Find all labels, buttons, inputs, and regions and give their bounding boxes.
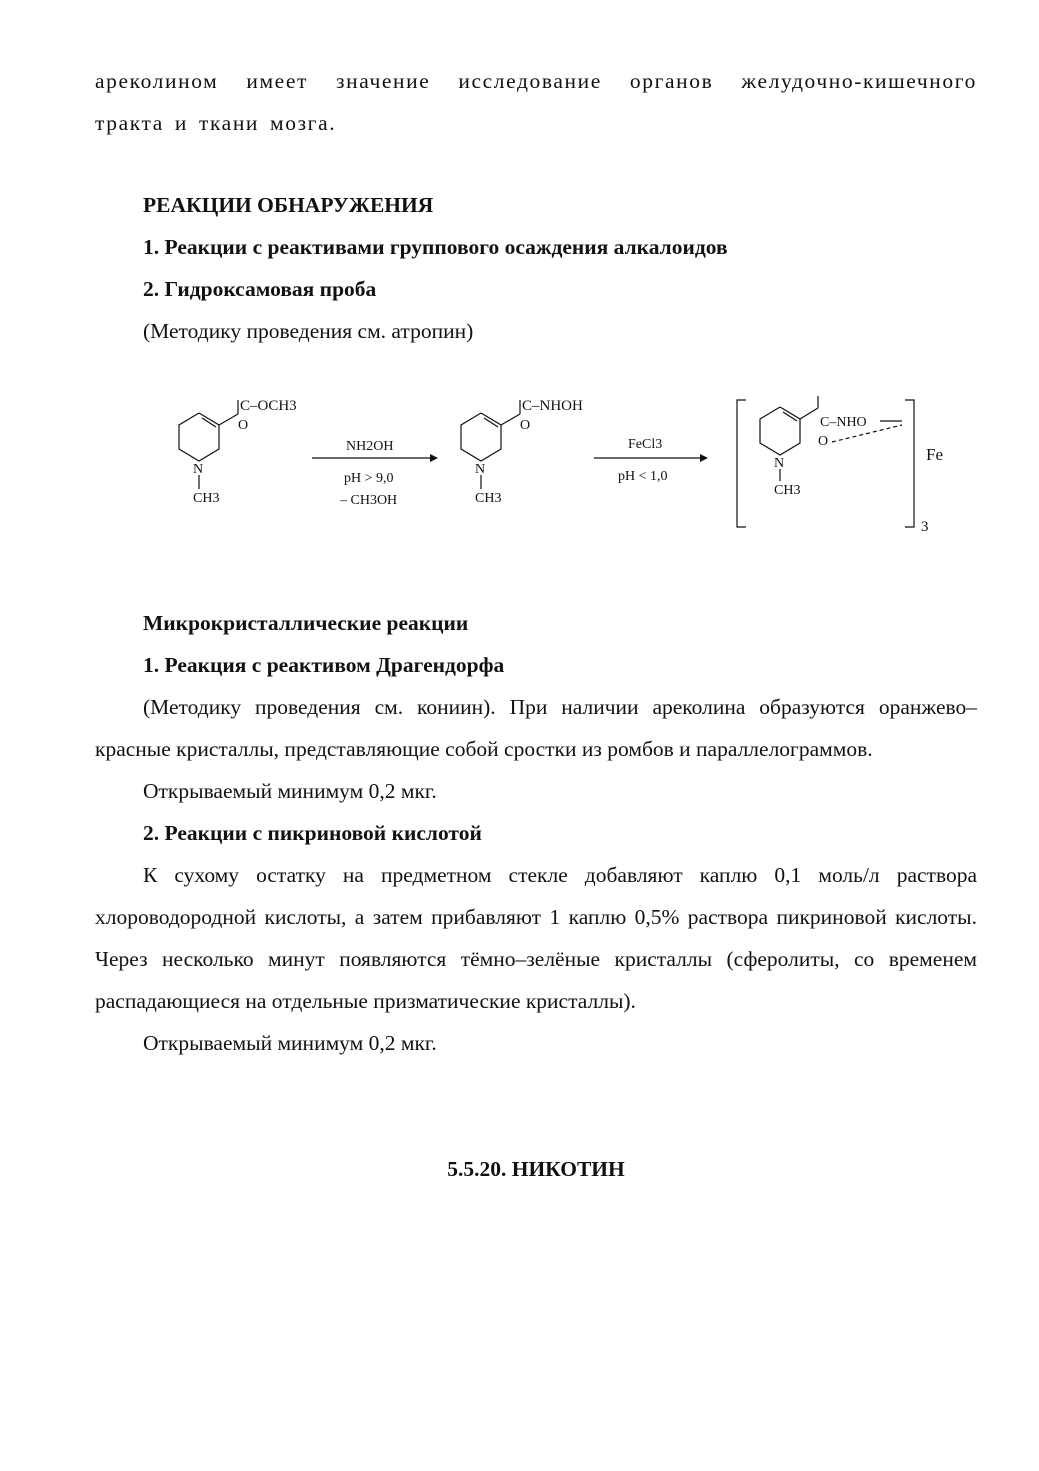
condition-ph-1: pH > 9,0 xyxy=(344,471,394,486)
section-title-detection: РЕАКЦИИ ОБНАРУЖЕНИЯ xyxy=(143,193,434,217)
stoichiometry-subscript: 3 xyxy=(921,519,929,535)
condition-ph-2: pH < 1,0 xyxy=(618,469,668,484)
iron-label: Fe xyxy=(926,445,943,464)
intro-line-1: ареколином имеет значение исследование органов желудочно-кишечного xyxy=(95,69,977,93)
condition-methanol: – CH3OH xyxy=(340,493,398,508)
ester-group-label: C–OCH3 xyxy=(240,398,297,414)
item-picric-acid: 2. Реакции с пикриновой кислотой xyxy=(143,821,482,845)
methyl-label-3: CH3 xyxy=(774,483,801,498)
reaction-scheme xyxy=(0,352,1039,602)
hydroxamic-oxygen-label: O xyxy=(520,418,531,433)
item-group-precipitation: 1. Реакции с реактивами группового осаждения алкалоидов xyxy=(143,235,728,259)
arrow-head-1 xyxy=(430,454,438,462)
spacer xyxy=(95,1064,977,1148)
section-title-microcrystal: Микрокристаллические реакции xyxy=(143,611,469,635)
intro-line-2: тракта и ткани мозга. xyxy=(95,111,337,135)
reaction-scheme-svg xyxy=(0,352,1039,602)
next-section-title: 5.5.20. НИКОТИН xyxy=(447,1157,625,1181)
spacer xyxy=(95,144,977,184)
bracket-right xyxy=(905,400,914,527)
hydroxamic-acid-structure xyxy=(461,400,520,461)
dragendorff-min: Открываемый минимум 0,2 мкг. xyxy=(143,779,437,803)
methyl-label-2: CH3 xyxy=(475,491,502,506)
complex-oxygen-label: O xyxy=(818,434,829,449)
bracket-left xyxy=(737,400,746,527)
method-note: (Методику проведения см. атропин) xyxy=(143,319,474,343)
reagent-nh2oh: NH2OH xyxy=(346,439,394,454)
hydroxamic-group-label: C–NHOH xyxy=(522,398,583,414)
nitrogen-label-2: N xyxy=(475,462,486,477)
nitrogen-label-1: N xyxy=(193,462,204,477)
dragendorff-paragraph: (Методику проведения см. кониин). При наличии ареколина образуются оранжево–красные кристаллы, представляющие собой сростки из ромбов и параллелограммов. xyxy=(95,695,977,761)
picric-paragraph: К сухому остатку на предметном стекле добавляют каплю 0,1 моль/л раствора хлороводородной кислоты, а затем прибавляют 1 каплю 0,5% раствора пикриновой кислоты. Через несколько минут появляются тёмно–зелёные кристаллы (сферолиты, со временем распадающиеся на отдельные призматические кристаллы). xyxy=(95,863,977,1013)
reagent-fecl3: FeCl3 xyxy=(628,437,663,452)
complex-group-label: C–NHO xyxy=(820,415,867,430)
item-dragendorff: 1. Реакция с реактивом Драгендорфа xyxy=(143,653,505,677)
arecoline-structure xyxy=(179,400,238,461)
arrow-head-2 xyxy=(700,454,708,462)
methyl-label-1: CH3 xyxy=(193,491,220,506)
ester-oxygen-label: O xyxy=(238,418,249,433)
document-page xyxy=(95,60,977,1190)
item-hydroxamic-test: 2. Гидроксамовая проба xyxy=(143,277,377,301)
picric-min: Открываемый минимум 0,2 мкг. xyxy=(143,1031,437,1055)
nitrogen-label-3: N xyxy=(774,456,785,471)
